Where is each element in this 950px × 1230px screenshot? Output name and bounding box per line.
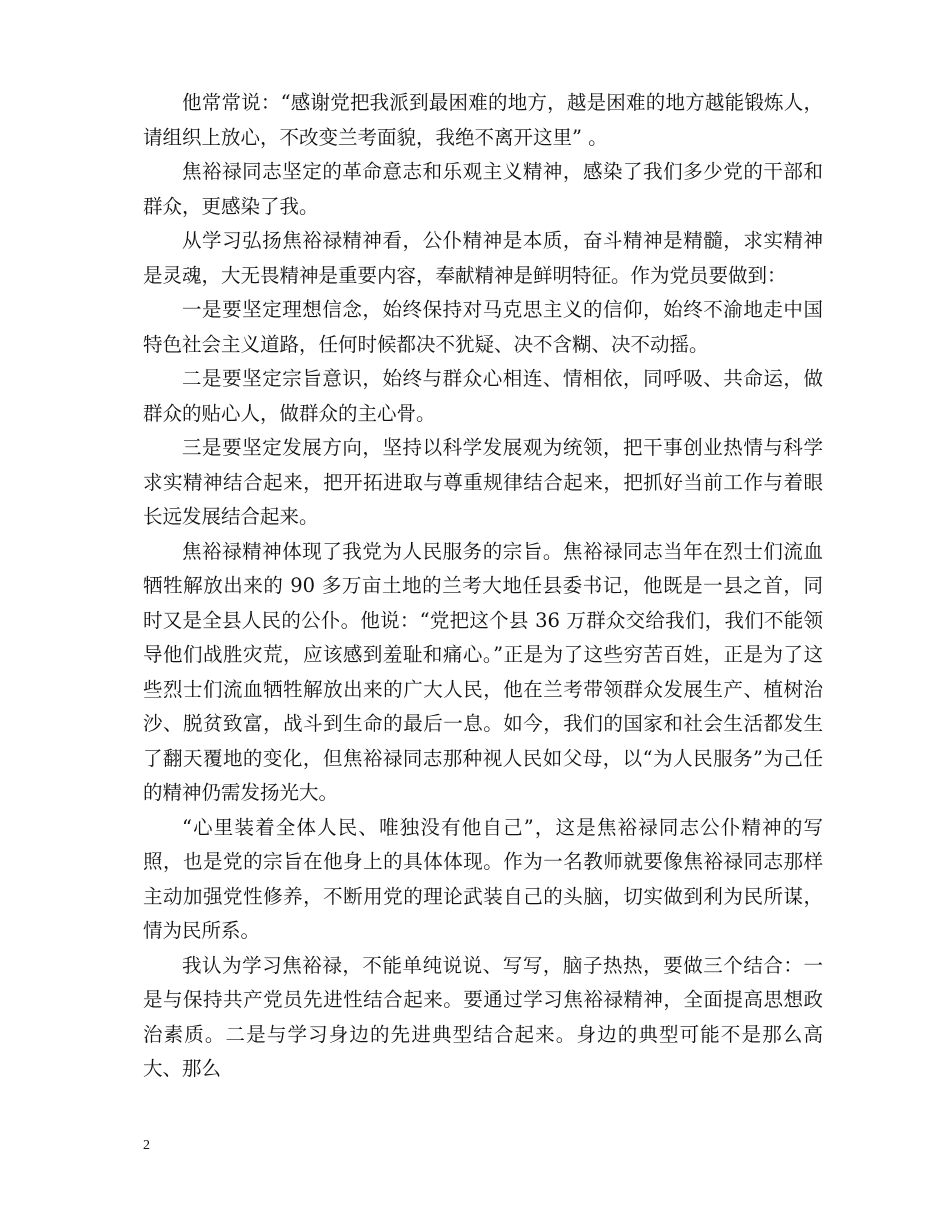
paragraph-1: 他常常说：“感谢党把我派到最困难的地方，越是困难的地方越能锻炼人，请组织上放心，不改变兰考面貌，我绝不离开这里” 。 <box>143 91 823 149</box>
paragraph-5: 二是要坚定宗旨意识，始终与群众心相连、情相依，同呼吸、共命运，做群众的贴心人，做群众的主心骨。 <box>143 367 823 425</box>
paragraph-8: “心里装着全体人民、唯独没有他自己”，这是焦裕禄同志公仆精神的写照，也是党的宗旨在他身上的具体体现。作为一名教师就要像焦裕禄同志那样主动加强党性修养，不断用党的理论武装自己的头脑，切实做到利为民所谋，情为民所系。 <box>143 815 823 942</box>
paragraph-3: 从学习弘扬焦裕禄精神看，公仆精神是本质，奋斗精神是精髓，求实精神是灵魂，大无畏精神是重要内容，奉献精神是鲜明特征。作为党员要做到： <box>143 229 823 287</box>
paragraph-2: 焦裕禄同志坚定的革命意志和乐观主义精神，感染了我们多少党的干部和群众，更感染了我。 <box>143 160 823 218</box>
document-body <box>143 86 823 1087</box>
page-number: 2 <box>143 1138 150 1153</box>
paragraph-7: 焦裕禄精神体现了我党为人民服务的宗旨。焦裕禄同志当年在烈士们流血牺牲解放出来的 90 多万亩土地的兰考大地任县委书记，他既是一县之首，同时又是全县人民的公仆。他说：“党把这个县 36 万群众交给我们，我们不能领导他们战胜灾荒，应该感到羞耻和痛心。”正是为了这些穷苦百姓，正是为了这些烈士们流血牺牲解放出来的广大人民，他在兰考带领群众发展生产、植树治沙、脱贫致富，战斗到生命的最后一息。如今，我们的国家和社会生活都发生了翻天覆地的变化，但焦裕禄同志那种视人民如父母，以“为人民服务”为己任的精神仍需发扬光大。 <box>143 539 823 804</box>
paragraph-4: 一是要坚定理想信念，始终保持对马克思主义的信仰，始终不渝地走中国特色社会主义道路，任何时候都决不犹疑、决不含糊、决不动摇。 <box>143 298 823 356</box>
paragraph-6: 三是要坚定发展方向，坚持以科学发展观为统领，把干事创业热情与科学求实精神结合起来，把开拓进取与尊重规律结合起来，把抓好当前工作与着眼长远发展结合起来。 <box>143 436 823 528</box>
paragraph-9: 我认为学习焦裕禄，不能单纯说说、写写，脑子热热，要做三个结合：一是与保持共产党员先进性结合起来。要通过学习焦裕禄精神，全面提高思想政治素质。二是与学习身边的先进典型结合起来。身边的典型可能不是那么高大、那么 <box>143 953 823 1080</box>
